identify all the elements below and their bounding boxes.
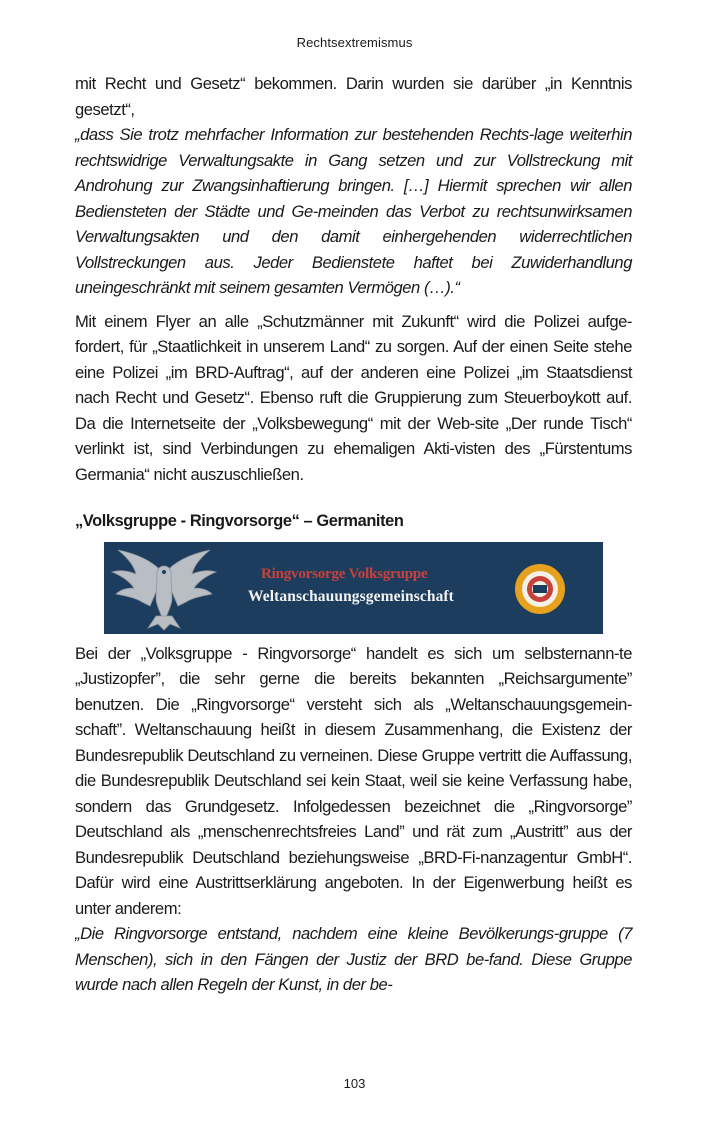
page-number: 103	[343, 1076, 366, 1091]
block-quote-1: „dass Sie trotz mehrfacher Information zur bestehenden Rechts-lage weiterhin rechtswidrige Verwaltungsakte in Gang setzen und zur Vollstreckung mit Androhung zur Zwangsinhaftierung bringen. […] Hiermit sprechen wir allen Bediensteten der Städte und Ge-meinden das Verbot zu rechtsunwirksamen Verwaltungsakten und den damit einhergehenden widerrechtlichen Vollstreckungen aus. Jeder Bedienstete haftet bei Zuwiderhandlung uneingeschränkt mit seinem gesamten Vermögen (…).“	[75, 125, 632, 297]
paragraph-2: Mit einem Flyer an alle „Schutzmänner mit Zukunft“ wird die Polizei aufge-fordert, für „Staatlichkeit in unserem Land“ zu sorgen. Auf der einen Seite stehe eine Polizei „im BRD-Auftrag“, auf der anderen eine Polizei „im Staatsdienst nach Recht und Gesetz“. Ebenso ruft die Gruppierung zum Steuerboykott auf. Da die Internetseite der „Volksbewegung“ mit der Web-site „Der runde Tisch“ verlinkt ist, sind Verbindungen zu ehemaligen Akti-visten des „Fürstentums Germania“ nicht auszuschließen.	[75, 311, 632, 484]
block-quote-2: „Die Ringvorsorge entstand, nachdem eine kleine Bevölkerungs-gruppe (7 Menschen), sich in den Fängen der Justiz der BRD be-fand. Diese Gruppe wurde nach allen Regeln der Kunst, in der be-	[75, 924, 632, 994]
banner-title: Ringvorsorge Volksgruppe	[261, 565, 428, 582]
ringvorsorge-banner-image	[104, 542, 603, 634]
seal-emblem-icon	[514, 563, 566, 615]
paragraph-3: Bei der „Volksgruppe - Ringvorsorge“ handelt es sich um selbsternann-te „Justizopfer”, die sehr gerne die bereits bekannten „Reichsargumente” benutzen. Die „Ringvorsorge“ versteht sich als „Weltanschauungsgemein-schaft”. Weltanschauung heißt in diesem Zusammenhang, die Existenz der Bundesrepublik Deutschland zu verneinen. Diese Gruppe vertritt die Auffassung, die Bundesrepublik Deutschland sei kein Staat, weil sie keine Verfassung habe, sondern das Grundgesetz. Infolgedessen bezeichnet die „Ringvorsorge” Deutschland als „menschenrechtsfreies Land” und rät zum „Austritt” aus der Bundesrepublik Deutschland beziehungsweise „BRD-Fi-nanzagentur GmbH“. Dafür wird eine Austrittserklärung angeboten. In der Eigenwerbung heißt es unter anderem:	[75, 643, 632, 918]
page-body	[75, 71, 632, 998]
banner-subtitle: Weltanschauungsgemeinschaft	[248, 587, 454, 605]
section-heading: „Volksgruppe - Ringvorsorge“ – Germaniten	[75, 512, 404, 530]
running-head: Rechtsextremismus	[296, 35, 413, 50]
paragraph-1: mit Recht und Gesetz“ bekommen. Darin wurden sie darüber „in Kenntnis gesetzt“,	[75, 74, 632, 119]
eagle-emblem-icon	[110, 544, 218, 632]
